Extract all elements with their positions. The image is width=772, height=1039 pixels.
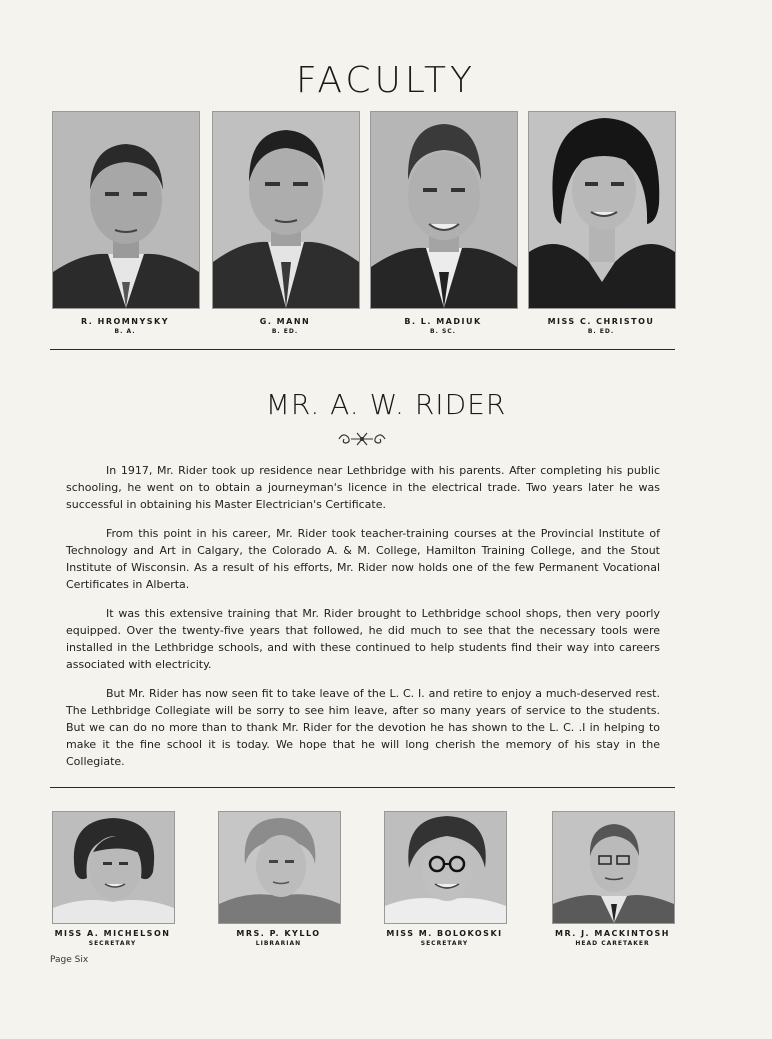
- staff-caption-3: [369, 929, 520, 947]
- tribute-paragraph: In 1917, Mr. Rider took up residence near Lethbridge with his parents. After completing his public schooling, he went on to obtain a journeyman's licence in the electrical trade. Two years later he was successful in obtaining his Master Electrician's Certificate.: [66, 464, 660, 511]
- faculty-photo-hromnysky: [52, 111, 200, 309]
- staff-name: MISS M. BOLOKOSKI: [386, 929, 503, 938]
- faculty-photo-mann: [212, 111, 360, 309]
- staff-caption-1: [37, 929, 188, 947]
- scroll-ornament-icon: [337, 430, 387, 448]
- faculty-degree: B. A.: [114, 328, 136, 335]
- staff-photo-bolokoski: [384, 811, 507, 924]
- faculty-degree: B. ED.: [587, 328, 615, 335]
- staff-photo-michelson: [52, 811, 175, 924]
- faculty-photo-madiuk: [370, 111, 518, 309]
- section-divider-top: [50, 349, 675, 350]
- staff-role: HEAD CARETAKER: [575, 940, 650, 947]
- faculty-name: G. MANN: [259, 317, 311, 326]
- staff-role: SECRETARY: [88, 940, 137, 947]
- tribute-body: [66, 462, 660, 782]
- faculty-caption-1: [52, 317, 198, 335]
- staff-role: LIBRARIAN: [255, 940, 302, 947]
- faculty-heading: FACULTY: [296, 60, 476, 101]
- staff-role: SECRETARY: [420, 940, 469, 947]
- staff-photo-mackintosh: [552, 811, 675, 924]
- page-number: Page Six: [50, 955, 89, 965]
- staff-caption-4: [537, 929, 688, 947]
- faculty-degree: B. ED.: [271, 328, 299, 335]
- faculty-caption-4: [528, 317, 674, 335]
- faculty-photo-christou: [528, 111, 676, 309]
- section-divider-bottom: [50, 787, 675, 788]
- faculty-caption-3: [370, 317, 516, 335]
- staff-caption-2: [203, 929, 354, 947]
- staff-name: MISS A. MICHELSON: [54, 929, 171, 938]
- faculty-degree: B. SC.: [430, 328, 456, 335]
- tribute-heading: MR. A. W. RIDER: [265, 388, 507, 421]
- tribute-paragraph: It was this extensive training that Mr. Rider brought to Lethbridge school shops, then very poorly equipped. Over the twenty-five years that followed, he did much to see that the necessary tools were installed in the Lethbridge schools, and with these continued to help students find their way into careers associated with electricity.: [66, 607, 660, 671]
- tribute-paragraph: But Mr. Rider has now seen fit to take leave of the L. C. I. and retire to enjoy a much-deserved rest. The Lethbridge Collegiate will be sorry to see him leave, after so many years of service to the students. But we can do no more than to thank Mr. Rider for the devotion he has shown to the L. C. .I in helping to make it the fine school it is today. We hope that he will long cherish the memory of his stay in the Collegiate.: [66, 687, 660, 768]
- staff-photo-kyllo: [218, 811, 341, 924]
- faculty-name: B. L. MADIUK: [404, 317, 482, 326]
- faculty-name: R. HROMNYSKY: [81, 317, 169, 326]
- staff-name: MR. J. MACKINTOSH: [554, 929, 670, 938]
- faculty-caption-2: [212, 317, 358, 335]
- tribute-paragraph: From this point in his career, Mr. Rider took teacher-training courses at the Provincial Institute of Technology and Art in Calgary, the Colorado A. & M. College, Hamilton Training College, and the Stout Institute of Wisconsin. As a result of his efforts, Mr. Rider now holds one of the few Permanent Vocational Certificates in Alberta.: [66, 527, 660, 591]
- staff-name: MRS. P. KYLLO: [236, 929, 321, 938]
- faculty-name: MISS C. CHRISTOU: [547, 317, 655, 326]
